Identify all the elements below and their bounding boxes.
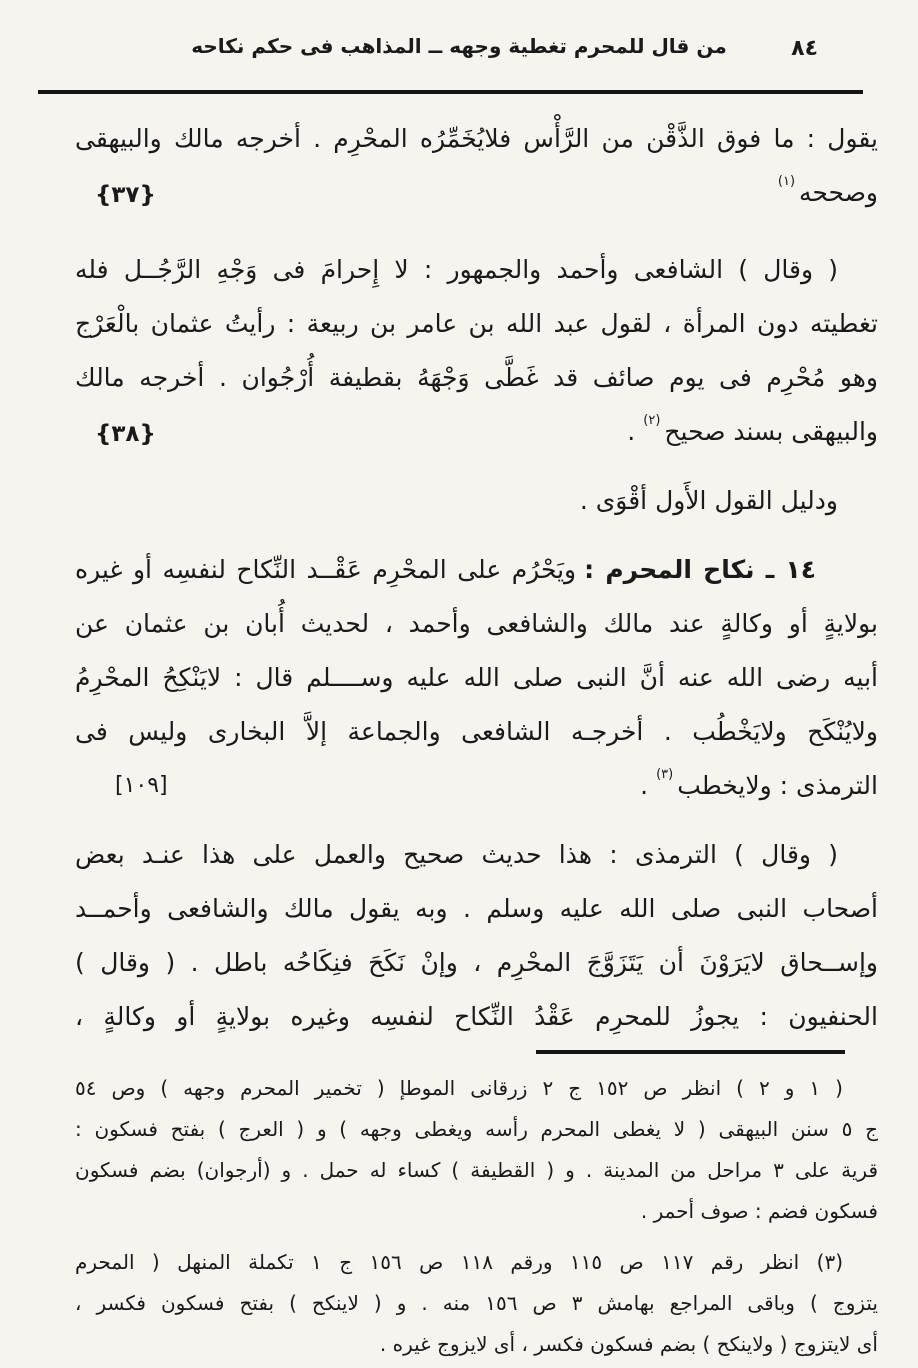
footnote-text: (٣) انظر رقم ١١٧ ص ١١٥ ورقم ١١٨ ص ١٥٦ ج ١ تكملة المنهل ( المحرم xyxy=(75,1250,843,1274)
page-body xyxy=(75,112,878,1365)
footnote-line xyxy=(75,1191,878,1232)
body-line xyxy=(75,651,878,705)
body-text: ( وقال ) الترمذى : هذا حديث صحيح والعمل على هذا عنـد بعض xyxy=(75,840,838,869)
body-line xyxy=(75,828,878,882)
body-text: أصحاب النبى صلى الله عليه وسلم . وبه يقول مالك والشافعى وأحمــد xyxy=(75,894,878,923)
body-text: أبيه رضى الله عنه أنَّ النبى صلى الله عليه وســــلم قال : لايَنْكِحُ المحْرِمُ xyxy=(75,663,878,692)
header-rule xyxy=(38,90,863,94)
footnote-text: ج ٥ سنن البيهقى ( لا يغطى المحرم رأسه ويغطى وجهه ) و ( العرج ) بفتح فسكون : xyxy=(75,1117,878,1141)
footnote-text: ( ١ و ٢ ) انظر ص ١٥٢ ج ٢ زرقانى الموطإ ( تخمير المحرم وجهه ) وص ٥٤ xyxy=(75,1076,843,1100)
hadith-number-marker: {٣٧} xyxy=(95,182,156,208)
body-line xyxy=(75,112,878,166)
body-text: وصححه(١) xyxy=(774,178,878,207)
body-text: ودليل القول الأَول أقْوَى . xyxy=(579,486,838,515)
footnote-text: يتزوج ) وباقى المراجع بهامش ٣ ص ١٥٦ منه . و ( لاينكح ) بفتح فسكون فكسر ، xyxy=(75,1291,878,1315)
footnote-ref: (٢) xyxy=(643,413,661,428)
page-number: ٨٤ xyxy=(791,36,818,61)
body-text: وإســحاق لايَرَوْنَ أن يَتَزَوَّجَ المحْرِم ، وإنْ نَكَحَ فنِكَاحُه باطل . ( وقال ) xyxy=(75,948,878,977)
body-line xyxy=(75,597,878,651)
body-line xyxy=(75,936,878,990)
body-line xyxy=(75,474,878,528)
body-line-with-marker xyxy=(75,405,878,464)
footnote-text: قرية على ٣ مراحل من المدينة . و ( القطيفة ) كساء له حمل . و (أرجوان) بضم فسكون xyxy=(75,1158,878,1182)
footnote-text: أى لايتزوج ( ولاينكح ) بضم فسكون فكسر ، أى لايزوج غيره . xyxy=(379,1332,878,1356)
body-line xyxy=(75,297,878,351)
footnote-line xyxy=(75,1109,878,1150)
footnote-text: فسكون فضم : صوف أحمر . xyxy=(640,1199,878,1223)
body-text: الترمذى : ولايخطب(٣). xyxy=(640,771,878,800)
body-line-with-marker xyxy=(75,759,878,818)
body-text: يقول : ما فوق الذَّقْن من الرَّأْس فلايُخَمِّرُه المحْرِم . أخرجه مالك والبيهقى xyxy=(75,124,878,153)
footnote-line xyxy=(75,1324,878,1365)
footnotes-block xyxy=(75,1068,878,1365)
hadith-serial-marker: [١٠٩] xyxy=(115,773,168,798)
body-text: ( وقال ) الشافعى وأحمد والجمهور : لا إِحرامَ فى وَجْهِ الرَّجُــل فله xyxy=(75,255,838,284)
body-line-with-marker xyxy=(75,166,878,225)
section-heading: ١٤ ـ نكاح المحرم : xyxy=(584,555,817,584)
footnote-line xyxy=(75,1242,878,1283)
body-text: الحنفيون : يجوزُ للمحرِم عَقْدُ النِّكاح لنفسِه وغيره بولايةٍ أو وكالةٍ ، xyxy=(75,1002,878,1031)
body-line xyxy=(75,990,878,1044)
footnote-ref: (١) xyxy=(777,174,796,189)
footnote-line xyxy=(75,1283,878,1324)
body-text: والبيهقى بسند صحيح(٢). xyxy=(627,417,878,446)
footnote-ref: (٣) xyxy=(656,767,674,782)
body-text: ولايُنْكَح ولايَخْطُب . أخرجـه الشافعى والجماعة إلاَّ البخارى وليس فى xyxy=(75,717,878,746)
running-header-title: من قال للمحرم تغطية وجهه ــ المذاهب فى حكم نكاحه xyxy=(191,34,727,58)
body-text: وهو مُحْرِم فى يوم صائف قد غَطَّى وَجْهَهُ بقطيفة أُرْجُوان . أخرجه مالك xyxy=(75,363,878,392)
body-text: تغطيته دون المرأة ، لقول عبد الله بن عامر بن ربيعة : رأيتُ عثمان بالْعَرْج xyxy=(75,309,878,338)
footnote-line xyxy=(75,1150,878,1191)
footnote-separator xyxy=(536,1050,845,1054)
body-line xyxy=(75,243,878,297)
body-text: بولايةٍ أو وكالةٍ عند مالك والشافعى وأحمد ، لحديث أُبان بن عثمان عن xyxy=(75,609,878,638)
body-line xyxy=(75,882,878,936)
body-text: ويَحْرُم على المحْرِم عَقْــد النِّكاح لنفسِه أو غيره xyxy=(75,555,577,584)
hadith-number-marker: {٣٨} xyxy=(95,421,156,447)
body-line xyxy=(75,705,878,759)
body-line xyxy=(75,351,878,405)
section-heading-line xyxy=(75,543,878,597)
footnote-line xyxy=(75,1068,878,1109)
